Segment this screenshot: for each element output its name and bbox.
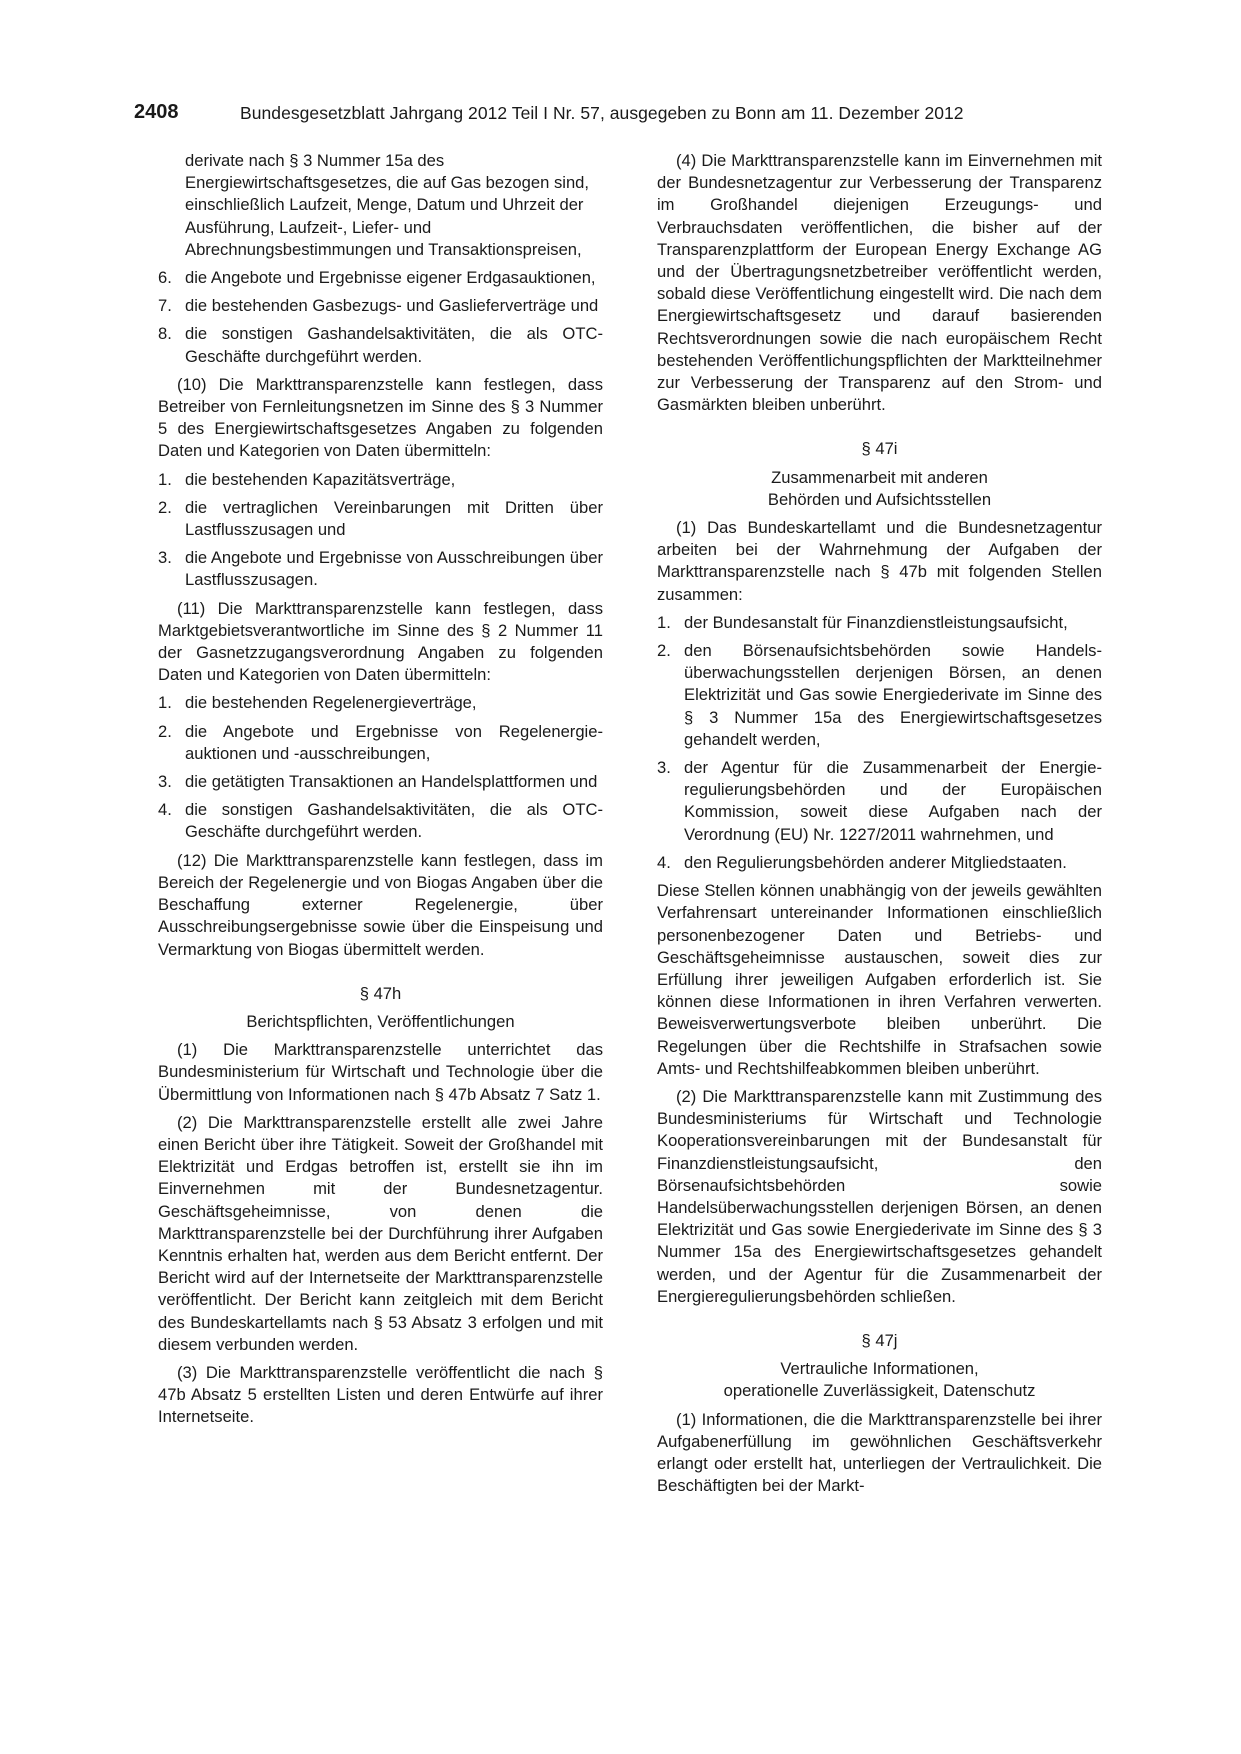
section-47i-paragraph-1: (1) Das Bundeskartellamt und die Bundesnetzagentur arbeiten bei der Wahrnehmung der Aufgaben der Markttransparenzstelle nach § 47b mit folgenden Stellen zusammen: xyxy=(657,518,1102,604)
section-title-line: operationelle Zuverlässigkeit, Datenschutz xyxy=(723,1381,1036,1401)
list-number: 1. xyxy=(657,612,671,632)
list-item xyxy=(158,692,603,714)
list-number: 3. xyxy=(158,772,172,792)
list-item xyxy=(158,323,603,367)
gazette-title: Bundesgesetzblatt Jahrgang 2012 Teil I Nr. 57, ausgegeben zu Bonn am 11. Dezember 2012 xyxy=(240,103,964,123)
section-47j-paragraph-1: (1) Informationen, die die Markttransparenzstelle bei ihrer Aufgabenerfüllung im gewöhnlichen Geschäftsverkehr erlangt oder erstellt hat, unterliegen der Vertraulichkeit. Die Beschäftigten bei der Markt- xyxy=(657,1409,1102,1496)
left-column xyxy=(158,150,603,1435)
list-item xyxy=(158,497,603,541)
list-number: 1. xyxy=(158,693,172,713)
section-47h-paragraph-2: (2) Die Markttransparenzstelle erstellt alle zwei Jahre einen Bericht über ihre Tätigkeit. Soweit der Großhandel mit Elektrizität und Erdgas betroffen ist, erstellt sie ihn im Einvernehmen mit der Bundesnetzagentur. Geschäftsgeheimnisse, von denen die Markttransparenzstelle bei der Durchführung ihrer Aufgaben Kenntnis erhalten hat, werden aus dem Bericht entfernt. Der Bericht wird auf der Internetseite der Markttransparenzstelle veröffentlicht. Der Bericht kann zeitgleich mit dem Bericht des Bundeskartellamts nach § 53 Absatz 3 erfolgen und mit diesem verbunden werden. xyxy=(158,1112,603,1354)
list-item xyxy=(657,612,1102,634)
section-47h-paragraph-3: (3) Die Markttransparenzstelle veröffentlicht die nach § 47b Absatz 5 erstellten Listen und deren Entwürfe auf ihrer Internetseite. xyxy=(158,1362,603,1427)
list-text: den Börsenaufsichtsbehörden sowie Handelsüberwachungsstellen derjenigen Börsen, an denen Elektrizität und Gas sowie Energiederivate im Sinne des § 3 Nummer 15a des Energiewirtschaftsgesetzes gehandelt werden, xyxy=(684,641,1102,749)
list-number: 3. xyxy=(657,758,671,778)
list-item xyxy=(158,295,603,317)
list-text: die Angebote und Ergebnisse von Ausschreibungen über Lastflusszusagen. xyxy=(185,548,603,590)
section-47h-paragraph-1: (1) Die Markttransparenzstelle unterrichtet das Bundesministerium für Wirtschaft und Technologie über die Übermittlung von Informationen nach § 47b Absatz 7 Satz 1. xyxy=(158,1040,603,1104)
list-number: 1. xyxy=(158,469,172,489)
list-number: 4. xyxy=(158,800,172,820)
list-number: 2. xyxy=(158,721,172,741)
right-column xyxy=(657,150,1102,1503)
list-text: die bestehenden Regelenergieverträge, xyxy=(185,693,477,713)
list-text: die Angebote und Ergebnisse von Regelenergieauktionen und -ausschreibungen, xyxy=(185,721,603,763)
list-number: 3. xyxy=(158,548,172,568)
section-47i-paragraph-after-list: Diese Stellen können unabhängig von der jeweils gewählten Verfahrensart untereinander Informationen einschließlich personenbezogener Daten und Betriebs- und Geschäftsgeheimnisse austauschen, soweit dies zur Erfüllung ihrer jeweiligen Aufgaben erforderlich ist. Sie können diese Informationen in ihren Verfahren verwerten. Beweisverwertungsverbote bleiben unberührt. Die Regelungen über die Rechtshilfe in Strafsachen sowie Amts- und Rechtshilfeabkommen bleiben unberührt. xyxy=(657,881,1102,1078)
list-text: die vertraglichen Vereinbarungen mit Dritten über Lastflusszusagen und xyxy=(185,497,603,540)
section-number-47j: § 47j xyxy=(861,1330,898,1350)
list-item xyxy=(657,757,1102,846)
list-number: 2. xyxy=(158,497,172,517)
list-text: der Agentur für die Zusammenarbeit der Energieregulierungsbehörden und der Europäischen Kommission, soweit diese Aufgaben nach der Verordnung (EU) Nr. 1227/2011 wahrnehmen, und xyxy=(684,758,1102,844)
list-text: die Angebote und Ergebnisse eigener Erdgasauktionen, xyxy=(185,268,596,288)
list-number: 7. xyxy=(158,296,172,316)
list-number: 6. xyxy=(158,268,172,288)
section-number-47i: § 47i xyxy=(861,439,898,459)
section-title-line: Behörden und Aufsichtsstellen xyxy=(767,489,992,509)
list-item xyxy=(657,640,1102,751)
section-title-line: Vertrauliche Informationen, xyxy=(780,1359,979,1379)
list-item xyxy=(158,799,603,843)
page-number: 2408 xyxy=(134,101,179,123)
list-number: 8. xyxy=(158,324,172,344)
section-title-47j xyxy=(657,1358,1102,1402)
list-item xyxy=(657,852,1102,874)
section-47i-paragraph-2: (2) Die Markttransparenzstelle kann mit Zustimmung des Bundesministeriums für Wirtschaft und Technologie Kooperationsvereinbarungen mit der Bundesanstalt für Finanzdienstleistungsaufsicht, den Börsenaufsichtsbehörden sowie Handelsüberwachungsstellen derjenigen Börsen, an denen Elektrizität und Gas sowie Energiederivate im Sinne des § 3 Nummer 15a des Energiewirtschaftsgesetzes gehandelt werden, und der Agentur für die Zusammenarbeit der Energieregulierungsbehörden schließen. xyxy=(657,1086,1102,1306)
list-text: den Regulierungsbehörden anderer Mitgliedstaaten. xyxy=(684,852,1067,872)
list-item xyxy=(158,771,603,793)
paragraph-12: (12) Die Markttransparenzstelle kann festlegen, dass im Bereich der Regelenergie und von Biogas Angaben über die Beschaffung externer Regelenergie, über Ausschreibungsergebnisse sowie über die Einspeisung und Vermarktung von Biogas übermittelt werden. xyxy=(158,850,603,959)
list-text: der Bundesanstalt für Finanzdienstleistungsaufsicht, xyxy=(684,612,1068,632)
section-number-47h: § 47h xyxy=(359,983,402,1003)
paragraph-11: (11) Die Markttransparenzstelle kann festlegen, dass Marktgebietsverantwortliche im Sinne des § 2 Nummer 11 der Gasnetzzugangsverordnung Angaben zu folgenden Daten und Kategorien von Daten übermitteln: xyxy=(158,598,603,685)
section-title-47h: Berichtspflichten, Veröffentlichungen xyxy=(246,1011,515,1031)
list-text: die sonstigen Gashandelsaktivitäten, die als OTC-Geschäfte durchgeführt werden. xyxy=(185,324,603,366)
list-item xyxy=(158,267,603,289)
list-item xyxy=(158,721,603,765)
list-text: die getätigten Transaktionen an Handelsplattformen und xyxy=(185,772,598,792)
page-header xyxy=(134,99,1114,129)
section-title-line: Zusammenarbeit mit anderen xyxy=(771,467,988,487)
list-number: 4. xyxy=(657,852,671,872)
paragraph-10: (10) Die Markttransparenzstelle kann festlegen, dass Betreiber von Fernleitungsnetzen im Sinne des § 3 Nummer 5 des Energiewirtschaftsgesetzes Angaben zu folgenden Daten und Kategorien von Daten übermitteln: xyxy=(158,374,603,461)
paragraph-4: (4) Die Markttransparenzstelle kann im Einvernehmen mit der Bundesnetzagentur zur Verbesserung der Transparenz im Großhandel diejenigen Erzeugungs- und Verbrauchsdaten veröffentlichen, die bisher auf der Transparenzplattform der European Energy Exchange AG und der Übertragungsnetzbetreiber veröffentlicht werden, sobald diese Veröffentlichung eingestellt wird. Die nach dem Energiewirtschaftsgesetz und darauf basierenden Rechtsverordnungen sowie die nach europäischem Recht bestehenden Veröffentlichungspflichten der Marktteilnehmer zur Verbesserung der Transparenz auf den Strom- und Gasmärkten bleiben unberührt. xyxy=(657,151,1102,415)
list-item xyxy=(158,469,603,491)
list-text: die bestehenden Gasbezugs- und Gaslieferverträge und xyxy=(185,296,599,316)
list-text: die bestehenden Kapazitätsverträge, xyxy=(185,469,456,489)
list-text: die sonstigen Gashandelsaktivitäten, die als OTC-Geschäfte durchgeführt werden. xyxy=(185,800,603,842)
list-number: 2. xyxy=(657,641,671,661)
continued-list-item-text: derivate nach § 3 Nummer 15a des Energiewirtschaftsgesetzes, die auf Gas bezogen sind, einschließlich Laufzeit, Menge, Datum und Uhrzeit der Ausführung, Laufzeit-, Liefer- und Abrechnungsbestimmungen und Transaktionspreisen, xyxy=(185,151,590,259)
list-item xyxy=(158,547,603,591)
section-title-47i xyxy=(657,467,1102,511)
